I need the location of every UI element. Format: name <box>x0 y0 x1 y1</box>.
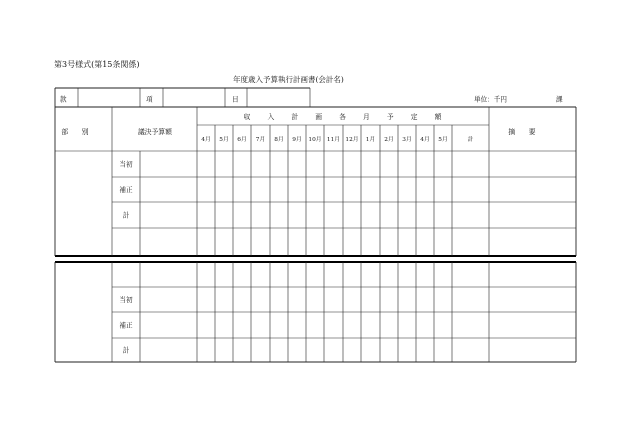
month-header-14: 5月 <box>438 137 448 143</box>
total-header: 計 <box>467 137 474 143</box>
row-label-top-3: 計 <box>122 211 130 220</box>
row-label-bottom-2: 当初 <box>119 296 133 304</box>
row-label-bottom-4: 計 <box>122 346 130 355</box>
tekiyo-header: 摘 要 <box>508 128 536 136</box>
month-headers <box>201 135 473 143</box>
month-header-9: 12月 <box>345 137 359 143</box>
month-header-5: 8月 <box>274 137 284 143</box>
month-header-7: 10月 <box>308 137 322 143</box>
giketsu-header: 議決予算額 <box>138 128 172 136</box>
plan-heading-char: 入 <box>267 113 275 121</box>
month-header-12: 3月 <box>402 137 412 143</box>
plan-heading-char: 予 <box>386 113 394 121</box>
row-label-top-2: 補正 <box>119 186 133 194</box>
kan-field[interactable] <box>78 89 140 106</box>
unit-label: 単位：千円 <box>474 95 507 104</box>
month-header-3: 6月 <box>237 137 247 143</box>
ka-label: 課 <box>556 95 563 104</box>
plan-heading-char: 画 <box>315 113 323 121</box>
month-header-4: 7月 <box>255 137 266 143</box>
month-header-1: 4月 <box>201 137 211 143</box>
month-header-6: 9月 <box>292 137 302 143</box>
plan-heading <box>244 112 442 121</box>
row-label-top-1: 当初 <box>119 160 133 169</box>
bumon-header: 部 別 <box>61 128 89 136</box>
month-header-10: 1月 <box>365 137 376 143</box>
month-header-11: 2月 <box>384 137 394 143</box>
plan-heading-char: 定 <box>410 113 418 121</box>
plan-heading-char: 月 <box>362 113 370 121</box>
form-number: 第3号様式(第15条関係) <box>54 60 140 69</box>
row-label-bottom-3: 補正 <box>119 321 133 330</box>
moku-field[interactable] <box>247 89 310 106</box>
kou-label: 項 <box>146 95 153 104</box>
plan-heading-char: 各 <box>339 113 346 121</box>
kan-label: 款 <box>60 95 67 104</box>
document-title: 年度歳入予算執行計画書(会計名) <box>233 75 344 84</box>
moku-label: 目 <box>232 95 239 104</box>
plan-heading-char: 額 <box>434 113 442 121</box>
plan-heading-char: 収 <box>243 113 251 121</box>
month-header-13: 4月 <box>420 137 430 143</box>
month-header-8: 11月 <box>326 137 341 143</box>
kou-field[interactable] <box>163 89 225 106</box>
month-header-2: 5月 <box>219 137 229 143</box>
table-grid-lines <box>55 88 576 362</box>
plan-heading-char: 計 <box>291 113 299 121</box>
